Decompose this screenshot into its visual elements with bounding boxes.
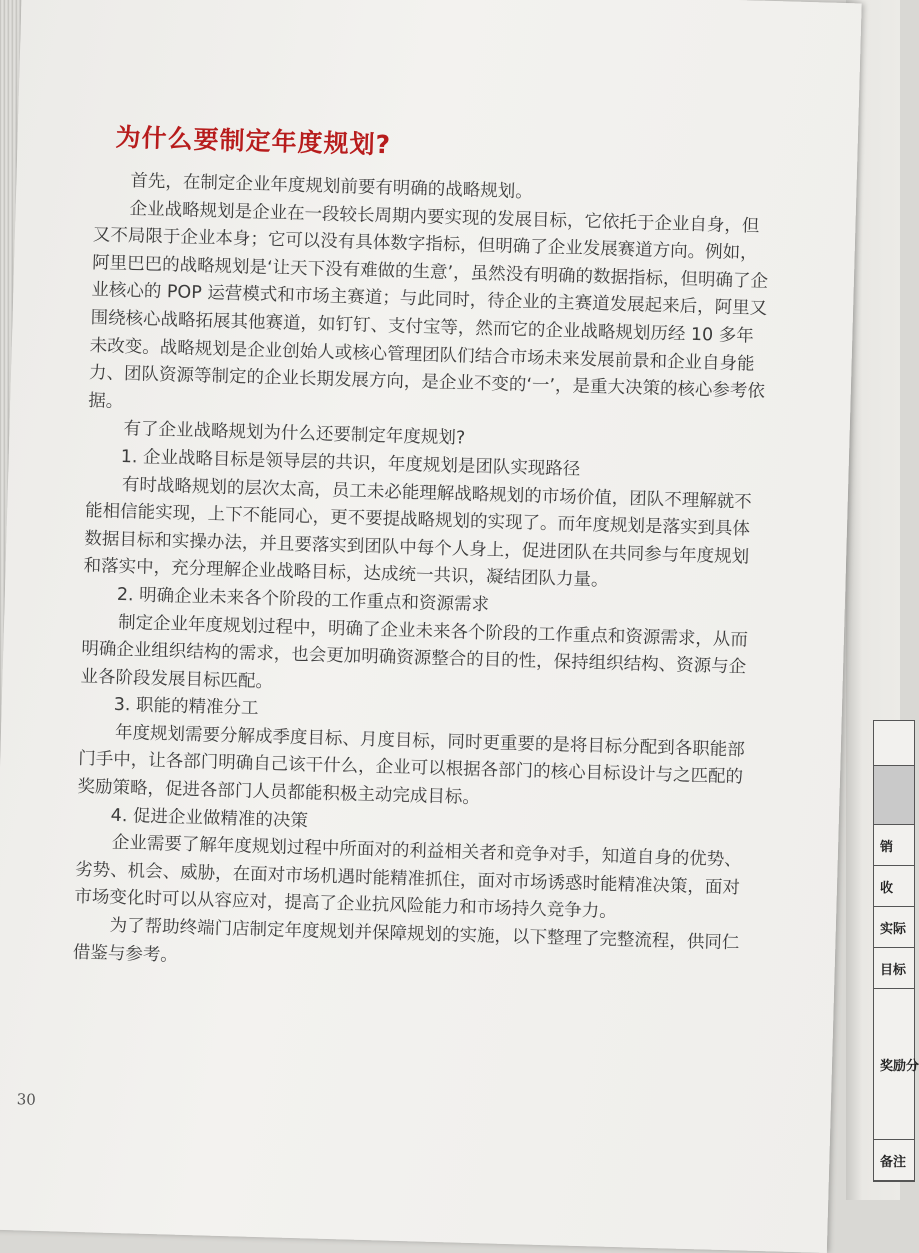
paragraph: 为了帮助终端门店制定年度规划并保障规划的实施，以下整理了完整流程，供同仁借鉴与参考。 — [72, 915, 740, 966]
paragraph: 首先，在制定企业年度规划前要有明确的战略规划。 — [130, 171, 534, 203]
paragraph: 企业需要了解年度规划过程中所面对的利益相关者和竞争对手，知道自身的优势、劣势、机会、威胁，在面对市场机遇时能精准抓住，面对市场诱惑时能精准决策，面对市场变化时可以从容应对，提高了企业抗风险能力和市场持久竞争力。 — [74, 833, 742, 923]
page-content — [72, 117, 775, 986]
table-cell: 目标 — [874, 948, 914, 989]
numbered-heading: 1. 企业战略目标是领导层的共识，年度规划是团队实现路径 — [120, 446, 581, 480]
page-title: 为什么要制定年度规划? — [115, 122, 392, 160]
paragraph: 有了企业战略规划为什么还要制定年度规划? — [123, 419, 466, 449]
paragraph: 制定企业年度规划过程中，明确了企业未来各个阶段的工作重点和资源需求，从而明确企业组织结构的需求，也会更加明确资源整合的目的性，保持组织结构、资源与企业各阶段发展目标匹配。 — [80, 612, 749, 692]
table-cell — [874, 721, 914, 766]
table-cell — [874, 766, 914, 825]
numbered-heading: 2. 明确企业未来各个阶段的工作重点和资源需求 — [116, 584, 490, 616]
table-cell: 备注 — [874, 1140, 914, 1181]
numbered-heading: 3. 职能的精准分工 — [113, 695, 259, 720]
table-cell: 销 — [874, 825, 914, 866]
table-cell: 收 — [874, 866, 914, 907]
table-cell: 实际 — [874, 907, 914, 948]
page-number: 30 — [16, 1090, 37, 1109]
paragraph: 有时战略规划的层次太高，员工未必能理解战略规划的市场价值，团队不理解就不能相信能实现，上下不能同心，更不要提战略规划的实现了。而年度规划是落实到具体数据目标和实操办法，并且要落实到团队中每个人身上，促进团队在共同参与年度规划和落实中，充分理解企业战略目标，达成统一共识，凝结团队力量。 — [83, 474, 752, 591]
paragraph: 企业战略规划是企业在一段较长周期内要实现的发展目标，它依托于企业自身，但又不局限于企业本身；它可以没有具体数字指标，但明确了企业发展赛道方向。例如，阿里巴巴的战略规划是‘让天下没有难做的生意’，虽然没有明确的数据指标，但明确了企业核心的 POP 运营模式和市场主赛道；与此同时，待企业的主赛道发展起来后，阿里又围绕核心战略拓展其他赛道，如钉钉、支付宝等，然而它的企业战略规划历经 10 多年未改变。战略规划是企业创始人或核心管理团队们结合市场未来发展前景和企业自身能力、团队资源等制定的企业长期发展方向，是企业不变的‘一’，是重大决策的核心参考依据。 — [87, 198, 769, 412]
paragraph: 年度规划需要分解成季度目标、月度目标，同时更重要的是将目标分配到各职能部门手中，让各部门明确自己该干什么，企业可以根据各部门的核心目标设计与之匹配的奖励策略，促进各部门人员都能积极主动完成目标。 — [77, 722, 746, 809]
table-cell: 奖励分 — [874, 989, 914, 1140]
facing-page-table — [873, 720, 919, 1182]
body-text — [72, 167, 774, 986]
numbered-heading: 4. 促进企业做精准的决策 — [110, 805, 309, 831]
